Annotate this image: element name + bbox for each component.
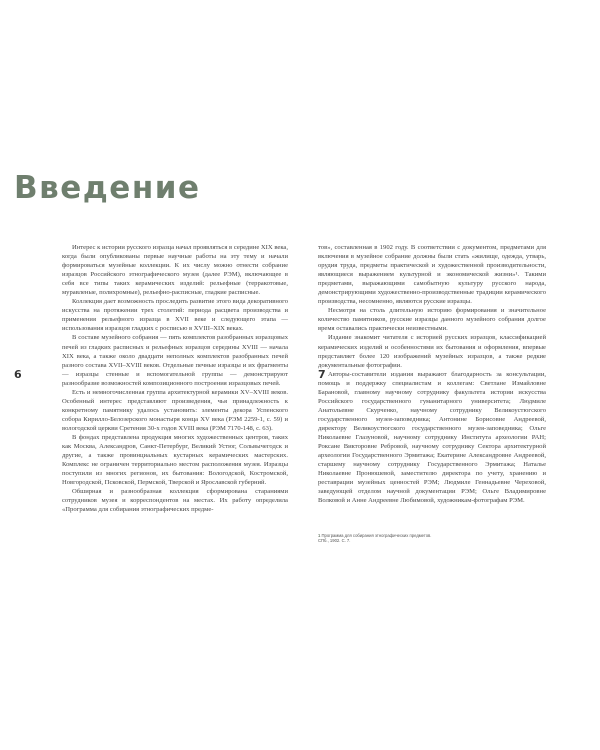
page-number-left: 6 [14,368,22,381]
paragraph: тов», составленная в 1902 году. В соответствии с документом, предметами для включения в музейное собрание должны были стать «жилище, одежда, утварь, орудия труда, предметы практической и художественной производительности, являющиеся выражением культурной и экономической жизни»¹. Такими предметами, выражающими самобытную культуру русского народа, демонстрирующими художественно-производственные традиции керамического производства, несомненно, являются русские изразцы. [318,244,546,306]
footnote-mark: 1 [318,533,321,538]
paragraph: В составе музейного собрания — пять комплектов разобранных изразцовых печей из гладких расписных и рельефных изразцов середины XVIII — начала XIX века, а также около двадцати неполных комплектов разобранных печей разного состава XVII–XVIII веков. Отдельные печные изразцы и их фрагменты — изразцы стенные и вспомогательной группы — демонстрируют разнообразие возможностей композиционного построения изразцовых печей. [62,334,288,387]
paragraph: Коллекция дает возможность проследить развитие этого вида декоративного искусства на протяжении трех столетий: периода расцвета производства и применения рельефного изразца в XVII веке и следующего этапа — использования изразцов гладких с росписью в XVIII–XIX веках. [62,298,288,333]
paragraph: Есть и немногочисленная группа архитектурной керамики XV–XVIII веков. Особенный интерес представляют произведения, чья принадлежность к конкретному памятнику удалось установить: элементы декора Успенского собора Кирилло-Белозерского монастыря конца XV века (РЭМ 2259-1, с. 59) и вологодской церкви Сретения 30-х годов XVIII века (РЭМ 7170-148, с. 63). [62,388,288,432]
footnote-text: Программа для собирания этнографических предметов. СПб., 1902. С. 7. [318,533,432,544]
left-page-text [62,243,288,514]
right-page-text [318,243,546,505]
paragraph: Обширная и разнообразная коллекция сформирована стараниями сотрудников музея и корреспондентов на местах. Их работу определила «Программа для собирания этнографических предме- [62,488,288,514]
paragraph: В фондах представлена продукция многих художественных центров, таких как Москва, Александров, Санкт-Петербург, Великий Устюг, Сольвычегодск и другие, а также провинциальных кустарных керамических мастерских. Комплекс не ограничен территориально местом расположения музея. Изразцы поступили из многих регионов, их бытования: Вологодской, Костромской, Новгородской, Псковской, Пермской, Тверской и Ярославской губерний. [62,433,288,487]
page-number-right: 7 [318,368,326,381]
footnote [318,533,438,544]
paragraph: Интерес к истории русского изразца начал проявляться в середине XIX века, когда были опубликованы первые научные работы на эту тему и начали формироваться музейные коллекции. К их числу можно отнести собрание изразцов Российского этнографического музея (далее РЭМ), включающее в себя все типы таких керамических изделий: рельефные (терракотовые, муравленые, полихромные), рельефно-расписные, гладкие расписные. [62,244,288,297]
paragraph: Издание знакомит читателя с историей русских изразцов, классификацией керамических изделий и особенностями их бытования и оформления, впервые представляет более 120 изображений музейных изразцов, а также редкие документальные фотографии. [318,334,546,369]
chapter-title: Введение [14,170,201,206]
paragraph: Авторы-составители издания выражают благодарность за консультации, помощь и поддержку специалистам и коллегам: Светлане Измайловне Барановой, главному научному сотруднику факультета истории искусства Российского государственного гуманитарного университета; Людмиле Анатольевне Скурченко, научному сотруднику Великоустюгского государственного музея-заповедника; Антонине Борисовне Андреевой, директору Великоустюгского государственного музея-заповедника; Ольге Николаевне Глазуновой, научному сотруднику Института археологии РАН; Роксане Викторовне Ребровой, научному сотруднику Сектора архитектурной археологии Государственного Эрмитажа; Екатерине Александровне Андреевой, старшему научному сотруднику Государственного Эрмитажа; Наталье Николаевне Пронюшевой, заместителю директора по учету, хранению и реставрации музейных ценностей РЭМ; Людмиле Геннадьевне Череховой, заведующей отделом научной документации РЭМ; Ольге Владимировне Волковой и Анне Андреевне Любимовой, художникам-фотографам РЭМ. [318,370,546,505]
paragraph: Несмотря на столь длительную историю формирования и значительное количество памятников, русские изразцы данного музейного собрания долгое время оставались практически неизвестными. [318,307,546,333]
